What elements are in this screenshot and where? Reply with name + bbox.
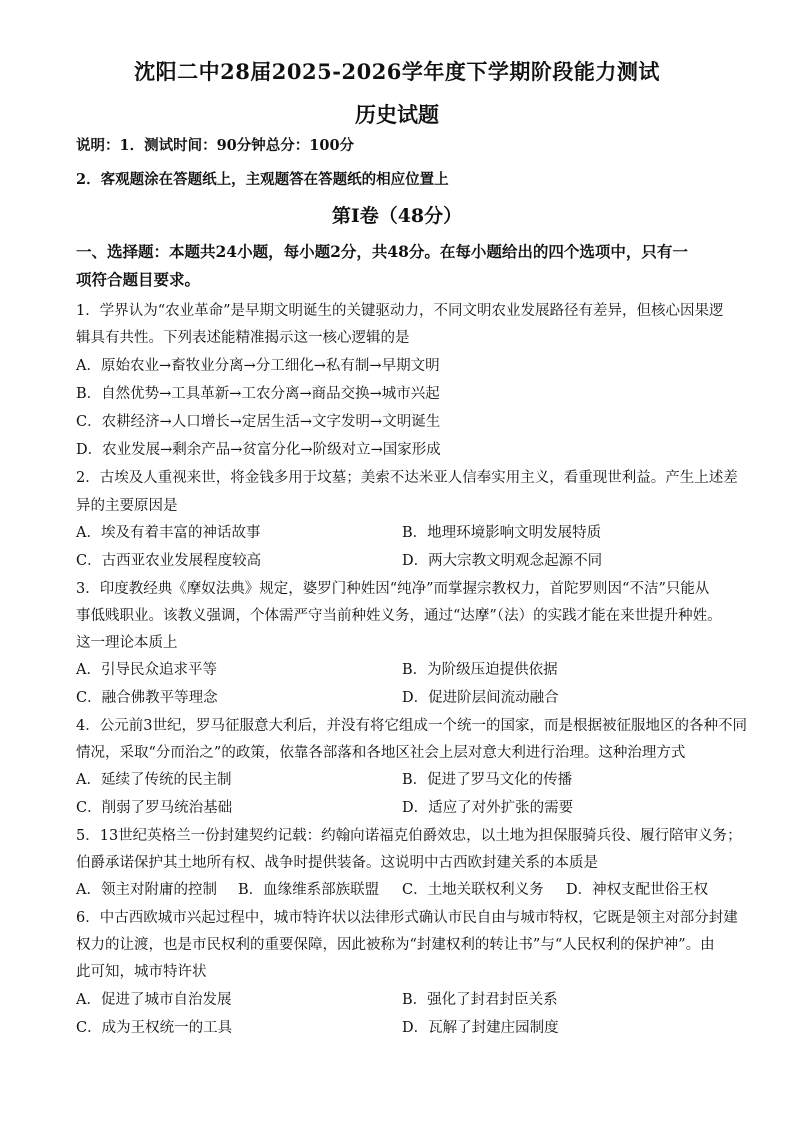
note-line: 2．客观题涂在答题纸上，主观题答在答题纸的相应位置上 xyxy=(76,171,449,188)
question-stem: 这一理论本质上 xyxy=(76,635,178,651)
option-a: A．延续了传统的民主制 xyxy=(76,772,232,788)
question-stem: 伯爵承诺保护其土地所有权、战争时提供装备。这说明中古西欧封建关系的本质是 xyxy=(76,855,598,871)
note-line: 说明：1．测试时间：90分钟总分：100分 xyxy=(76,137,355,154)
option-b: B．强化了封君封臣关系 xyxy=(402,992,558,1008)
option-a: A．引导民众追求平等 xyxy=(76,662,217,678)
question-stem: 2．古埃及人重视来世，将金钱多用于坟墓；美索不达米亚人信奉实用主义，看重现世利益。产生上述差 xyxy=(76,470,738,486)
question-stem: 此可知，城市特许状 xyxy=(76,964,207,980)
section-intro: 项符合题目要求。 xyxy=(76,270,201,289)
question-stem: 4．公元前3世纪，罗马征服意大利后，并没有将它组成一个统一的国家，而是根据被征服地区的各种不同 xyxy=(76,718,747,734)
question-stem: 6．中古西欧城市兴起过程中，城市特许状以法律形式确认市民自由与城市特权，它既是领主对部分封建 xyxy=(76,910,738,926)
option-c: C．土地关联权利义务 xyxy=(402,882,544,898)
option-d: D．促进阶层间流动融合 xyxy=(402,690,559,706)
option-c: C．成为王权统一的工具 xyxy=(76,1020,233,1036)
option-b: B．地理环境影响文明发展特质 xyxy=(402,525,602,541)
question-stem: 情况，采取“分而治之”的政策，依靠各部落和各地区社会上层对意大利进行治理。这种治理方式 xyxy=(76,745,686,761)
section-intro: 一、选择题：本题共24小题，每小题2分，共48分。在每小题给出的四个选项中，只有一 xyxy=(76,242,688,261)
option-c: C．农耕经济→人口增长→定居生活→文字发明→文明诞生 xyxy=(76,414,441,430)
option-a: A．领主对附庸的控制 xyxy=(76,882,217,898)
option-a: A．原始农业→畜牧业分离→分工细化→私有制→早期文明 xyxy=(76,358,440,374)
question-stem: 辑具有共性。下列表述能精准揭示这一核心逻辑的是 xyxy=(76,330,410,346)
option-b: B．血缘维系部族联盟 xyxy=(238,882,380,898)
option-d: D．瓦解了封建庄园制度 xyxy=(402,1020,559,1036)
option-a: A．埃及有着丰富的神话故事 xyxy=(76,525,261,541)
section-title: 第Ⅰ卷（48分） xyxy=(331,205,463,227)
exam-title: 沈阳二中28届2025-2026学年度下学期阶段能力测试 xyxy=(134,59,660,84)
question-stem: 1．学界认为“农业革命”是早期文明诞生的关键驱动力，不同文明农业发展路径有差异，但核心因果逻 xyxy=(76,303,724,319)
question-stem: 权力的让渡，也是市民权利的重要保障，因此被称为“封建权利的转让书”与“人民权利的保护神”。由 xyxy=(76,937,715,953)
question-stem: 3．印度教经典《摩奴法典》规定，婆罗门种姓因“纯净”而掌握宗教权力，首陀罗则因“不洁”只能从 xyxy=(76,581,710,597)
option-d: D．神权支配世俗王权 xyxy=(566,882,709,898)
option-a: A．促进了城市自治发展 xyxy=(76,992,232,1008)
question-stem: 事低贱职业。该教义强调，个体需严守当前种姓义务，通过“达摩”（法）的实践才能在来世提升种姓。 xyxy=(76,608,722,624)
question-stem: 异的主要原因是 xyxy=(76,498,178,514)
option-b: B．为阶级压迫提供依据 xyxy=(402,662,558,678)
option-c: C．古西亚农业发展程度较高 xyxy=(76,553,262,569)
option-d: D．农业发展→剩余产品→贫富分化→阶级对立→国家形成 xyxy=(76,442,441,458)
exam-subtitle: 历史试题 xyxy=(355,102,439,127)
option-c: C．融合佛教平等理念 xyxy=(76,690,218,706)
option-b: B．自然优势→工具革新→工农分离→商品交换→城市兴起 xyxy=(76,386,440,402)
question-stem: 5．13世纪英格兰一份封建契约记载：约翰向诺福克伯爵效忠，以土地为担保服骑兵役、履行陪审义务； xyxy=(76,828,742,844)
option-d: D．两大宗教文明观念起源不同 xyxy=(402,553,603,569)
option-d: D．适应了对外扩张的需要 xyxy=(402,800,574,816)
option-c: C．削弱了罗马统治基础 xyxy=(76,800,233,816)
option-b: B．促进了罗马文化的传播 xyxy=(402,772,573,788)
